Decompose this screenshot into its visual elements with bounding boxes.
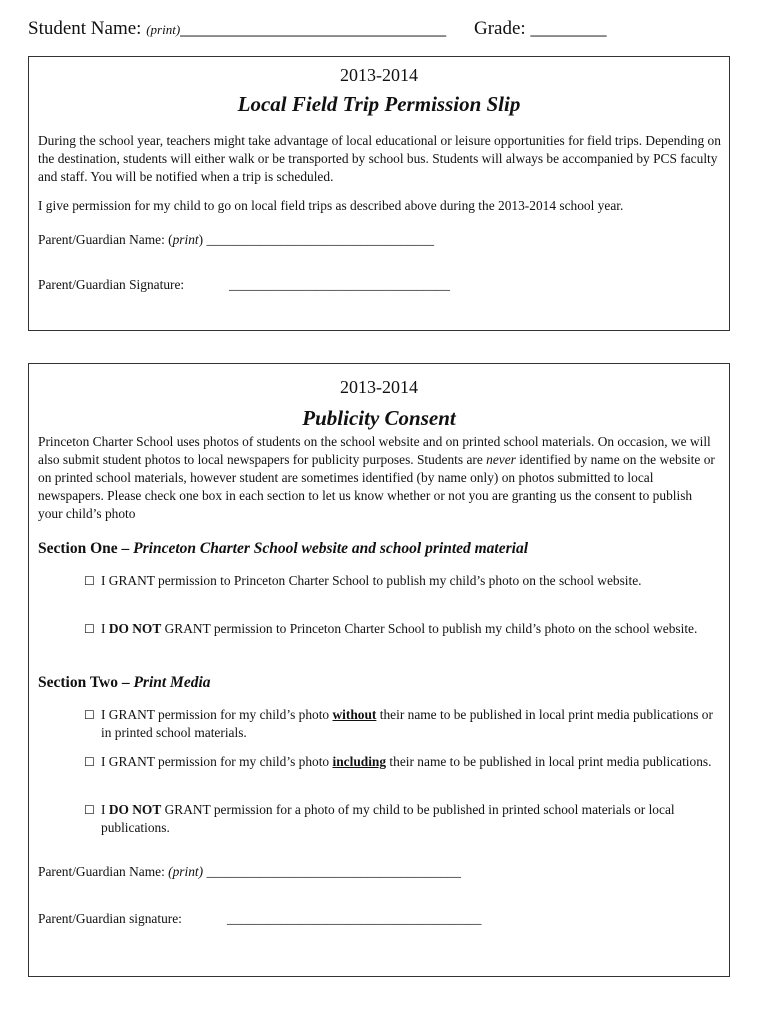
print-hint: (print): [168, 864, 204, 879]
guardian-signature-line[interactable]: _________________________________: [229, 277, 450, 292]
section-two-heading: [38, 674, 211, 692]
checkbox-icon[interactable]: ☐: [84, 574, 95, 588]
s2-opt1-text-c: their name to be published in local print media publications or in printed school materials.: [101, 707, 713, 740]
s1-deny-text: [101, 620, 714, 638]
publicity-guardian-name[interactable]: [38, 864, 461, 880]
s2-deny-text: [101, 801, 714, 837]
publicity-desc-part2: identified by name on the website or on printed school materials, however student are sometimes identified (by name only) on photos submitted to local newspapers. Please check one box in each section to let us know whether or not you are granting us the consent to publish your child’s photo: [38, 452, 715, 521]
s2-opt3-text-a: I: [101, 802, 109, 817]
publicity-desc-part1: Princeton Charter School uses photos of students on the school website and on printed school materials. On occasion, we will also submit student photos to local newspapers for publicity purposes. Students are: [38, 434, 711, 467]
checkbox-icon[interactable]: ☐: [84, 755, 95, 769]
s2-deny-option[interactable]: [84, 801, 714, 837]
section-two-title: Print Media: [133, 674, 211, 691]
s1-deny-option[interactable]: [84, 620, 714, 638]
field-trip-guardian-signature[interactable]: [38, 277, 184, 293]
s1-deny-text-c: GRANT permission to Princeton Charter School to publish my child’s photo on the school website.: [161, 621, 698, 636]
field-trip-title: Local Field Trip Permission Slip: [237, 92, 521, 116]
guardian-name-line[interactable]: ______________________________________: [206, 864, 461, 879]
s2-opt2-emphasis: including: [332, 754, 387, 769]
guardian-signature-line[interactable]: ______________________________________: [227, 911, 482, 926]
s1-grant-option[interactable]: [84, 572, 714, 590]
student-name-field[interactable]: [28, 18, 446, 40]
publicity-title: Publicity Consent: [302, 406, 456, 430]
s2-grant-without-text: [101, 706, 714, 742]
guardian-name-label: Parent/Guardian Name: (: [38, 232, 173, 247]
field-trip-section: [28, 56, 730, 331]
checkbox-icon[interactable]: ☐: [84, 622, 95, 636]
s2-opt2-text-c: their name to be published in local print media publications.: [386, 754, 712, 769]
s2-opt1-emphasis: without: [332, 707, 377, 722]
student-name-line[interactable]: ____________________________: [180, 18, 447, 39]
s2-opt1-text-a: I GRANT permission for my child’s photo: [101, 707, 333, 722]
print-hint: print: [172, 232, 199, 247]
s1-deny-text-a: I: [101, 621, 109, 636]
publicity-desc-never: never: [486, 452, 516, 467]
s1-grant-text: I GRANT permission to Princeton Charter School to publish my child’s photo on the school website.: [101, 573, 642, 588]
section-two-label: Section Two –: [38, 674, 134, 691]
section-one-title: Princeton Charter School website and school printed material: [133, 540, 529, 557]
guardian-signature-label: Parent/Guardian signature:: [38, 911, 182, 926]
print-hint: (print): [146, 22, 181, 37]
s2-grant-including-text: [101, 753, 714, 771]
field-trip-guardian-name[interactable]: [38, 232, 434, 248]
guardian-name-label: Parent/Guardian Name:: [38, 864, 169, 879]
guardian-signature-label: Parent/Guardian Signature:: [38, 277, 185, 292]
student-name-label: Student Name:: [28, 18, 142, 39]
publicity-section: [28, 363, 730, 977]
s2-deny-emphasis: DO NOT: [108, 802, 162, 817]
field-trip-description: During the school year, teachers might take advantage of local educational or leisure opportunities for field trips. Depending on the destination, students will either walk or be transported by school bus. Students will always be accompanied by PCS faculty and staff. You will be notified when a trip is scheduled.: [38, 133, 721, 184]
grade-field[interactable]: [474, 18, 606, 40]
guardian-name-close: ): [198, 232, 204, 247]
s2-opt2-text-a: I GRANT permission for my child’s photo: [101, 754, 333, 769]
s2-opt3-text-c: GRANT permission for a photo of my child to be published in printed school materials or local publications.: [101, 802, 675, 835]
section-one-heading: [38, 540, 528, 558]
guardian-name-line[interactable]: __________________________________: [206, 232, 435, 247]
publicity-description: [38, 433, 718, 523]
grade-label: Grade:: [474, 18, 526, 39]
publicity-guardian-signature[interactable]: [38, 911, 182, 927]
checkbox-icon[interactable]: ☐: [84, 803, 95, 817]
grade-line[interactable]: ________: [530, 18, 607, 39]
publicity-year: 2013-2014: [340, 377, 418, 397]
checkbox-icon[interactable]: ☐: [84, 708, 95, 722]
section-one-label: Section One –: [38, 540, 134, 557]
s2-grant-including-name-option[interactable]: [84, 753, 714, 771]
field-trip-year: 2013-2014: [340, 65, 418, 85]
field-trip-permission: I give permission for my child to go on local field trips as described above during the 2013-2014 school year.: [38, 198, 624, 213]
s2-grant-without-name-option[interactable]: [84, 706, 714, 742]
s1-deny-emphasis: DO NOT: [108, 621, 162, 636]
